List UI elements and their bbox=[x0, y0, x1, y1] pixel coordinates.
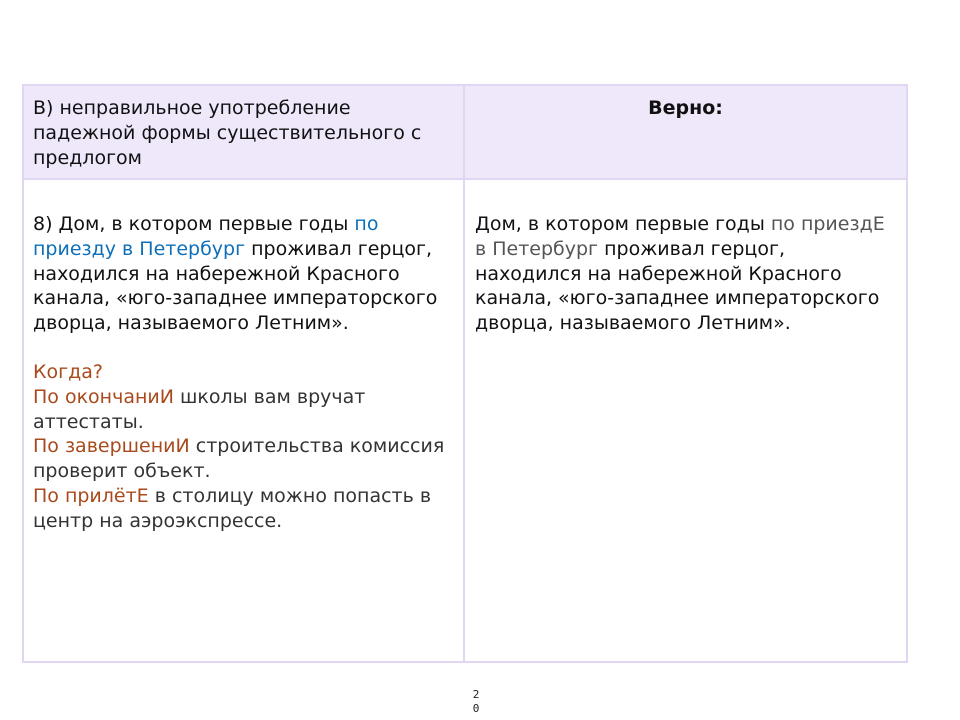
example-2-rest: строительства комиссия проверит объект. bbox=[33, 435, 445, 483]
incorrect-highlight: по приезду в Петербург bbox=[33, 213, 379, 260]
comparison-table bbox=[22, 84, 908, 663]
incorrect-sentence-suffix: проживал герцог, находился на набережной Красного канала, «юго-западнее императорского дворца, называемого Летним». bbox=[33, 237, 438, 335]
example-1-rest: школы вам вручат аттестаты. bbox=[33, 385, 366, 433]
header-cell-error-type bbox=[24, 86, 465, 180]
spacer bbox=[33, 336, 453, 360]
example-3-rest: в столицу можно попасть в центр на аэроэкспрессе. bbox=[33, 484, 432, 532]
correct-heading: Верно: bbox=[648, 97, 723, 119]
example-2 bbox=[33, 434, 453, 484]
example-1-highlight: По окончаниИ bbox=[33, 385, 174, 408]
incorrect-sentence bbox=[33, 212, 453, 336]
correct-sentence bbox=[475, 212, 896, 336]
example-3-highlight: По прилётЕ bbox=[33, 484, 149, 507]
correct-sentence-prefix: Дом, в котором первые годы bbox=[475, 213, 771, 235]
page-number: 20 bbox=[472, 688, 480, 715]
header-cell-correct bbox=[465, 86, 906, 180]
example-1 bbox=[33, 385, 453, 435]
incorrect-example-cell bbox=[24, 180, 465, 661]
correct-sentence-suffix: проживал герцог, находился на набережной Красного канала, «юго-западнее императорского дворца, называемого Летним». bbox=[475, 237, 880, 335]
error-type-heading: В) неправильное употребление падежной формы существительного с предлогом bbox=[33, 97, 422, 169]
example-2-highlight: По завершениИ bbox=[33, 435, 190, 458]
example-3 bbox=[33, 484, 453, 534]
correct-highlight: по приездЕ в Петербург bbox=[475, 213, 885, 260]
correct-example-cell bbox=[465, 180, 906, 661]
question-when: Когда? bbox=[33, 360, 103, 383]
incorrect-sentence-prefix: 8) Дом, в котором первые годы bbox=[33, 213, 355, 235]
